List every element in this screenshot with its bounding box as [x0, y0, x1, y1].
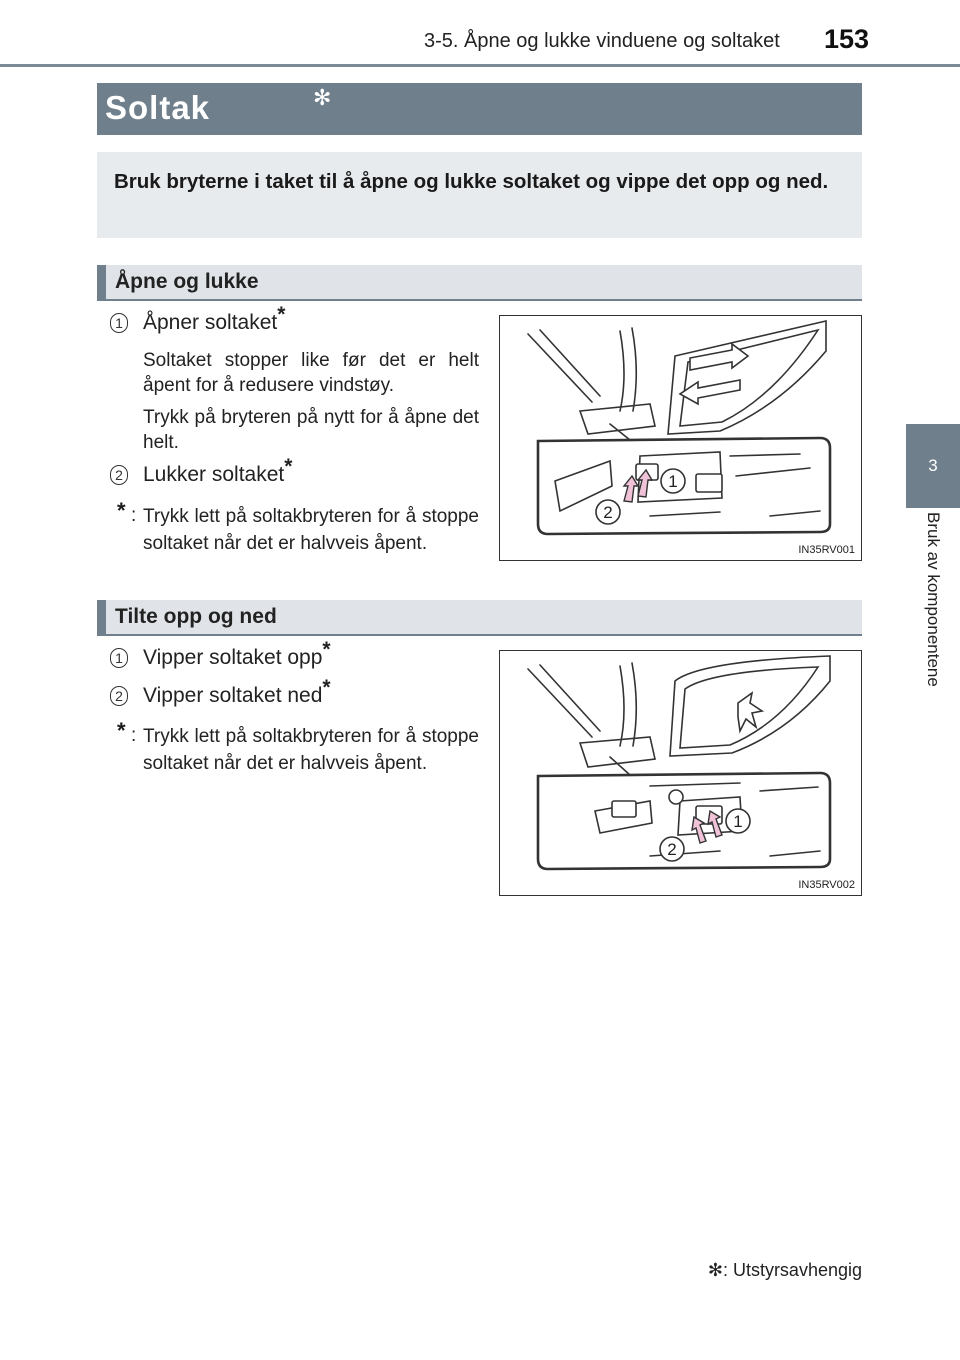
callout-number: 1	[733, 812, 743, 831]
section-title-bar	[97, 83, 862, 135]
item-label	[143, 638, 331, 670]
subsection-heading-text: Tilte opp og ned	[115, 605, 277, 628]
footnote-text: : Utstyrsavhengig	[722, 1260, 862, 1280]
note-asterisk-icon: *	[117, 718, 126, 743]
item-label-text: Åpner soltaket	[143, 311, 278, 334]
asterisk-icon: *	[277, 303, 286, 326]
item-description: Trykk på bryteren på nytt for å åpne det helt.	[143, 407, 479, 453]
asterisk-icon: *	[322, 676, 331, 699]
intro-text: Bruk bryterne i taket til å åpne og lukke soltaket og vippe det opp og ned.	[97, 152, 862, 238]
item-label-text: Lukker soltaket	[143, 463, 285, 486]
chapter-tab-number-text: 3	[928, 456, 938, 475]
footnote-star-icon: ✻	[707, 1260, 723, 1280]
asterisk-icon: *	[284, 455, 293, 478]
item-label	[143, 455, 293, 487]
subsection-heading-text: Åpne og lukke	[115, 270, 259, 293]
callout-number: 2	[603, 503, 613, 522]
equipment-star-icon: ✻	[313, 85, 333, 110]
item-label	[143, 676, 331, 708]
subsection-heading-tilt	[97, 600, 862, 636]
page-number: 153	[824, 24, 870, 54]
note-asterisk-icon: *	[117, 498, 126, 523]
sunroof-tilt-figure	[499, 650, 862, 896]
note-colon: :	[131, 505, 137, 526]
callout-number: 1	[668, 472, 678, 491]
figure-code: IN35RV001	[798, 544, 855, 556]
item-label-text: Vipper soltaket opp	[143, 646, 323, 669]
chapter-tab-number	[906, 424, 960, 508]
chapter-title: 3-5. Åpne og lukke vinduene og soltaket	[424, 30, 780, 52]
subsection-heading-open-close	[97, 265, 862, 301]
callout-number: 2	[667, 840, 677, 859]
item-label-text: Vipper soltaket ned	[143, 684, 323, 707]
item-number-badge: 2	[110, 465, 128, 485]
item-number-badge: 1	[110, 648, 128, 668]
note-text: Trykk lett på soltakbryteren for å stoppe soltaket når det er halvveis åpent.	[143, 726, 479, 774]
note-text: Trykk lett på soltakbryteren for å stoppe soltaket når det er halvveis åpent.	[143, 506, 479, 554]
sunroof-open-close-figure	[499, 315, 862, 561]
item-number-badge: 2	[110, 686, 128, 706]
item-description: Soltaket stopper like før det er helt åpent for å redusere vindstøy.	[143, 350, 479, 396]
figure-code: IN35RV002	[798, 879, 855, 891]
asterisk-icon: *	[322, 638, 331, 661]
chapter-tab-label: Bruk av komponentene	[924, 512, 943, 687]
item-number-badge: 1	[110, 313, 128, 333]
item-label	[143, 303, 286, 335]
note-colon: :	[131, 725, 137, 746]
sunroof-tilt-illustration	[500, 651, 860, 894]
sunroof-illustration	[500, 316, 860, 559]
section-title: Soltak	[105, 89, 211, 126]
header-rule	[0, 64, 960, 67]
footnote	[0, 1260, 862, 1281]
